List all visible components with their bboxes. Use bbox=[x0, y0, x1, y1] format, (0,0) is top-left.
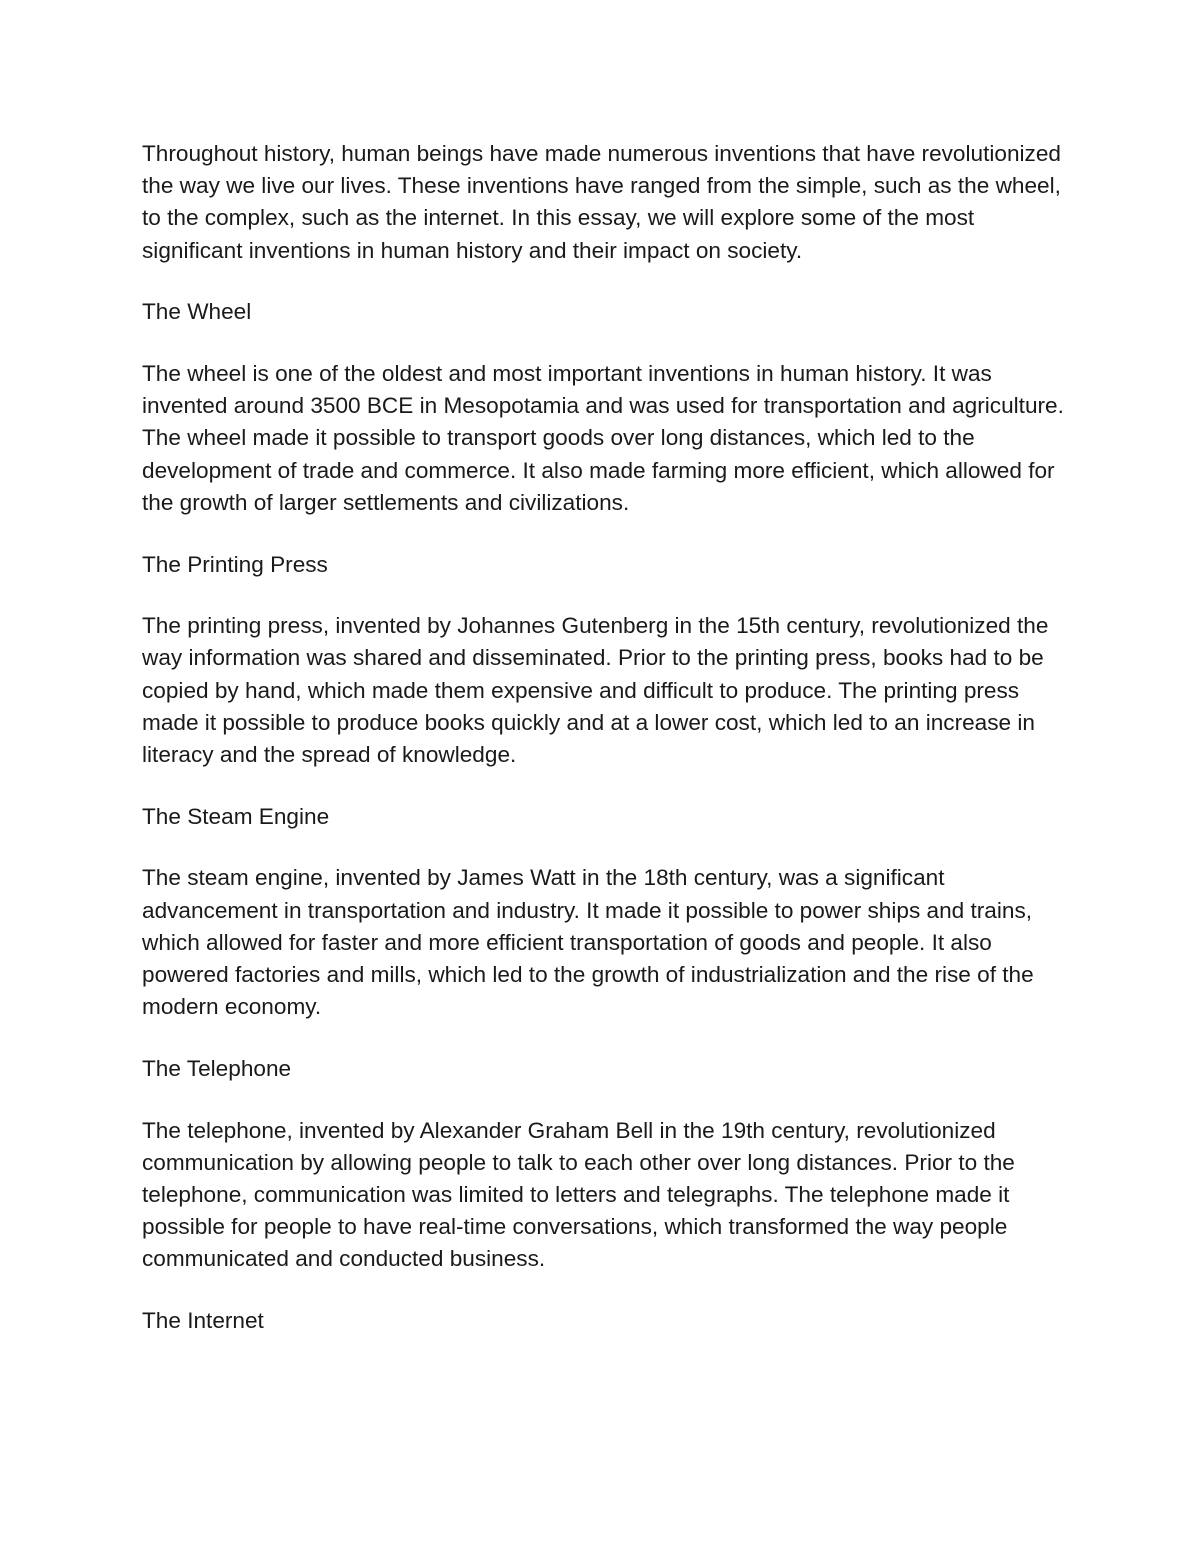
section-body-wheel: The wheel is one of the oldest and most important inventions in human history. It was invented around 3500 BCE in Mesopotamia and was used for transportation and agriculture. The wheel made it possible to transport goods over long distances, which led to the development of trade and commerce. It also made farming more efficient, which allowed for the growth of larger settlements and civilizations. bbox=[142, 361, 1064, 515]
section-body-steam-engine: The steam engine, invented by James Watt in the 18th century, was a significant advancement in transportation and industry. It made it possible to power ships and trains, which allowed for faster and more efficient transportation of goods and people. It also powered factories and mills, which led to the growth of industrialization and the rise of the modern economy. bbox=[142, 865, 1034, 1020]
section-body-printing-press: The printing press, invented by Johannes Gutenberg in the 15th century, revolutionized the way information was shared and disseminated. Prior to the printing press, books had to be copied by hand, which made them expensive and difficult to produce. The printing press made it possible to produce books quickly and at a lower cost, which led to an increase in literacy and the spread of knowledge. bbox=[142, 613, 1049, 768]
section-heading-steam-engine: The Steam Engine bbox=[142, 803, 330, 829]
section-heading-internet: The Internet bbox=[142, 1308, 264, 1334]
section-body-telephone: The telephone, invented by Alexander Graham Bell in the 19th century, revolutionized communication by allowing people to talk to each other over long distances. Prior to the telephone, communication was limited to letters and telegraphs. The telephone made it possible for people to have real-time conversations, which transformed the way people communicated and conducted business. bbox=[142, 1117, 1015, 1272]
section-heading-telephone: The Telephone bbox=[142, 1055, 292, 1081]
section-heading-wheel: The Wheel bbox=[142, 299, 252, 325]
section-heading-printing-press: The Printing Press bbox=[142, 551, 328, 577]
document-content bbox=[142, 138, 1067, 1367]
intro-paragraph: Throughout history, human beings have made numerous inventions that have revolutionized the way we live our lives. These inventions have ranged from the simple, such as the wheel, to the complex, such as the internet. In this essay, we will explore some of the most significant inventions in human history and their impact on society. bbox=[142, 141, 1061, 263]
